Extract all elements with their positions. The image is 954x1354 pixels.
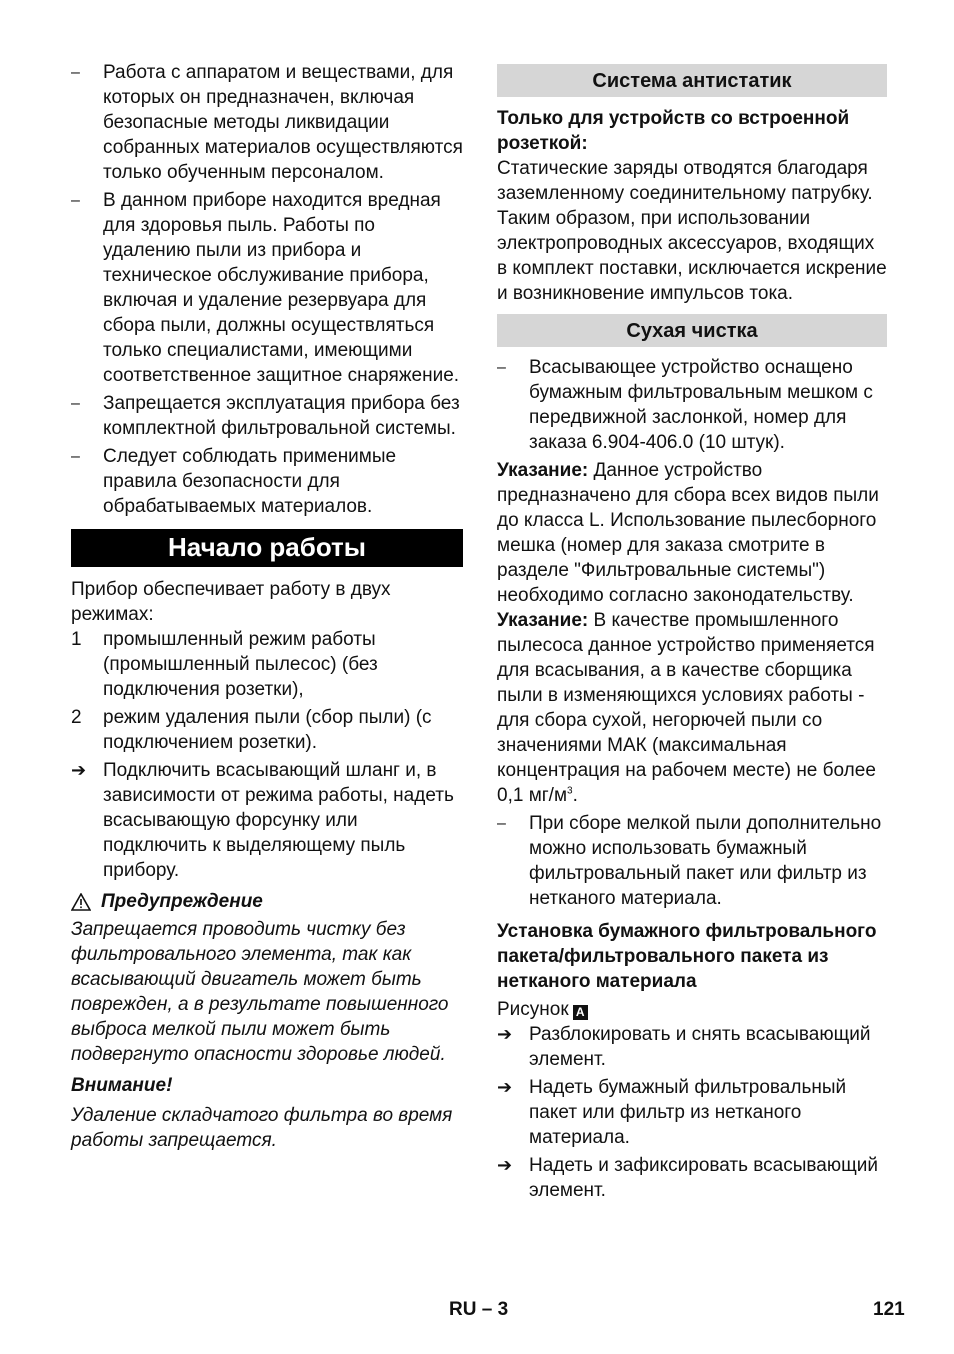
step-text: Надеть бумажный фильтровальный пакет или фильтр из нетканого материала. (529, 1077, 847, 1148)
list-item-text: Работа с аппаратом и веществами, для которых он предназначен, включая безопасные методы ликвидации собранных материалов осуществляются только обученным персоналом. (103, 62, 463, 183)
dash-bullet: – (71, 395, 80, 412)
mode-text: промышленный режим работы (промышленный пылесос) (без подключения розетки), (103, 629, 378, 700)
section-heading-antistatic: Система антистатик (497, 64, 887, 97)
mode-item (71, 705, 463, 755)
list-item-text: При сборе мелкой пыли дополнительно можно использовать бумажный фильтровальный пакет или фильтр из нетканого материала. (529, 813, 882, 909)
note-label: Указание: (497, 460, 589, 481)
note-label: Указание: (497, 610, 589, 631)
dash-bullet: – (71, 192, 80, 209)
arrow-icon: ➔ (497, 1077, 513, 1097)
antistatic-paragraph: Статические заряды отводятся благодаря заземленному соединительному патрубку. Таким образом, при использовании электропроводных аксессуаров, входящих в комплект поставки, исключается искрение и возникновение импульсов тока. (497, 158, 887, 304)
list-item-text: В данном приборе находится вредная для здоровья пыль. Работы по удалению пыли из прибора и техническое обслуживание прибора, включая и удаление резервуара для сбора пыли, должны осуществляться только специалистами, имеющими соответственное защитное снаряжение. (103, 190, 460, 386)
section-heading-dry: Сухая чистка (497, 314, 887, 347)
arrow-icon: ➔ (497, 1155, 513, 1175)
install-heading: Установка бумажного фильтровального пакета/фильтровального пакета из нетканого материала (497, 921, 877, 992)
figure-label: Рисунок (497, 999, 569, 1020)
dash-bullet: – (71, 448, 80, 465)
note-end: . (572, 785, 578, 806)
step-text: Надеть и зафиксировать всасывающий элемент. (529, 1155, 878, 1201)
attention-title: Внимание! (71, 1075, 173, 1096)
list-item-text: Следует соблюдать применимые правила безопасности для обрабатываемых материалов. (103, 446, 397, 517)
arrow-icon: ➔ (71, 760, 87, 780)
step-item (497, 1075, 887, 1150)
step-text: Подключить всасывающий шланг и, в зависимости от режима работы, надеть всасывающую форсунку или подключить к выделяющему пыль прибору. (103, 760, 454, 881)
mode-number: 2 (71, 707, 82, 728)
step-text: Разблокировать и снять всасывающий элемент. (529, 1024, 871, 1070)
section-heading-start: Начало работы (71, 529, 463, 567)
left-column (71, 60, 463, 1153)
warning-icon (71, 893, 91, 911)
figure-reference (497, 997, 887, 1022)
list-item (497, 811, 887, 911)
page-number: 121 (873, 1299, 905, 1320)
note-text: Данное устройство предназначено для сбора всех видов пыли до класса L. Использование пылесборного мешка (номер для заказа смотрите в разделе "Фильтровальные системы") необходимо согласно законодательству. (497, 460, 879, 606)
dash-bullet: – (497, 815, 506, 832)
dash-bullet: – (497, 359, 506, 376)
note-paragraph (497, 458, 887, 608)
warning-title: Предупреждение (101, 891, 263, 912)
figure-a-icon: A (573, 1005, 588, 1020)
mode-text: режим удаления пыли (сбор пыли) (с подключением розетки). (103, 707, 432, 753)
mode-number: 1 (71, 629, 82, 650)
list-item-text: Запрещается эксплуатация прибора без комплектной фильтровальной системы. (103, 393, 460, 439)
mode-item (71, 627, 463, 702)
antistatic-subheading: Только для устройств со встроенной розеткой: (497, 108, 850, 154)
warning-heading (71, 889, 463, 914)
arrow-icon: ➔ (497, 1024, 513, 1044)
footer-section-label: RU – 3 (449, 1299, 509, 1320)
note-text: В качестве промышленного пылесоса данное устройство применяется для всасывания, а в качестве сборщика пыли в изменяющихся условиях работы - для сбора сухой, негорючей пыли со значениями МАК (максимальная концентрация на рабочем месте) не более 0,1 мг/м (497, 610, 876, 806)
step-item (71, 758, 463, 883)
list-item-text: Всасывающее устройство оснащено бумажным фильтровальным мешком с передвижной заслонкой, номер для заказа 6.904-406.0 (10 штук). (529, 357, 873, 453)
right-column (497, 64, 887, 1206)
note-paragraph (497, 608, 887, 808)
intro-paragraph: Прибор обеспечивает работу в двух режимах: (71, 579, 391, 625)
list-item (71, 444, 463, 519)
list-item (71, 391, 463, 441)
list-item (497, 355, 887, 455)
dash-bullet: – (71, 64, 80, 81)
step-item (497, 1153, 887, 1203)
list-item (71, 188, 463, 388)
step-item (497, 1022, 887, 1072)
attention-text: Удаление складчатого фильтра во время работы запрещается. (71, 1105, 453, 1151)
list-item (71, 60, 463, 185)
superscript: 3 (567, 785, 573, 797)
warning-text: Запрещается проводить чистку без фильтровального элемента, так как всасывающий двигатель может быть поврежден, а в результате повышенного выброса мелкой пыли может быть подвергнуто опасности здоровье людей. (71, 919, 449, 1065)
